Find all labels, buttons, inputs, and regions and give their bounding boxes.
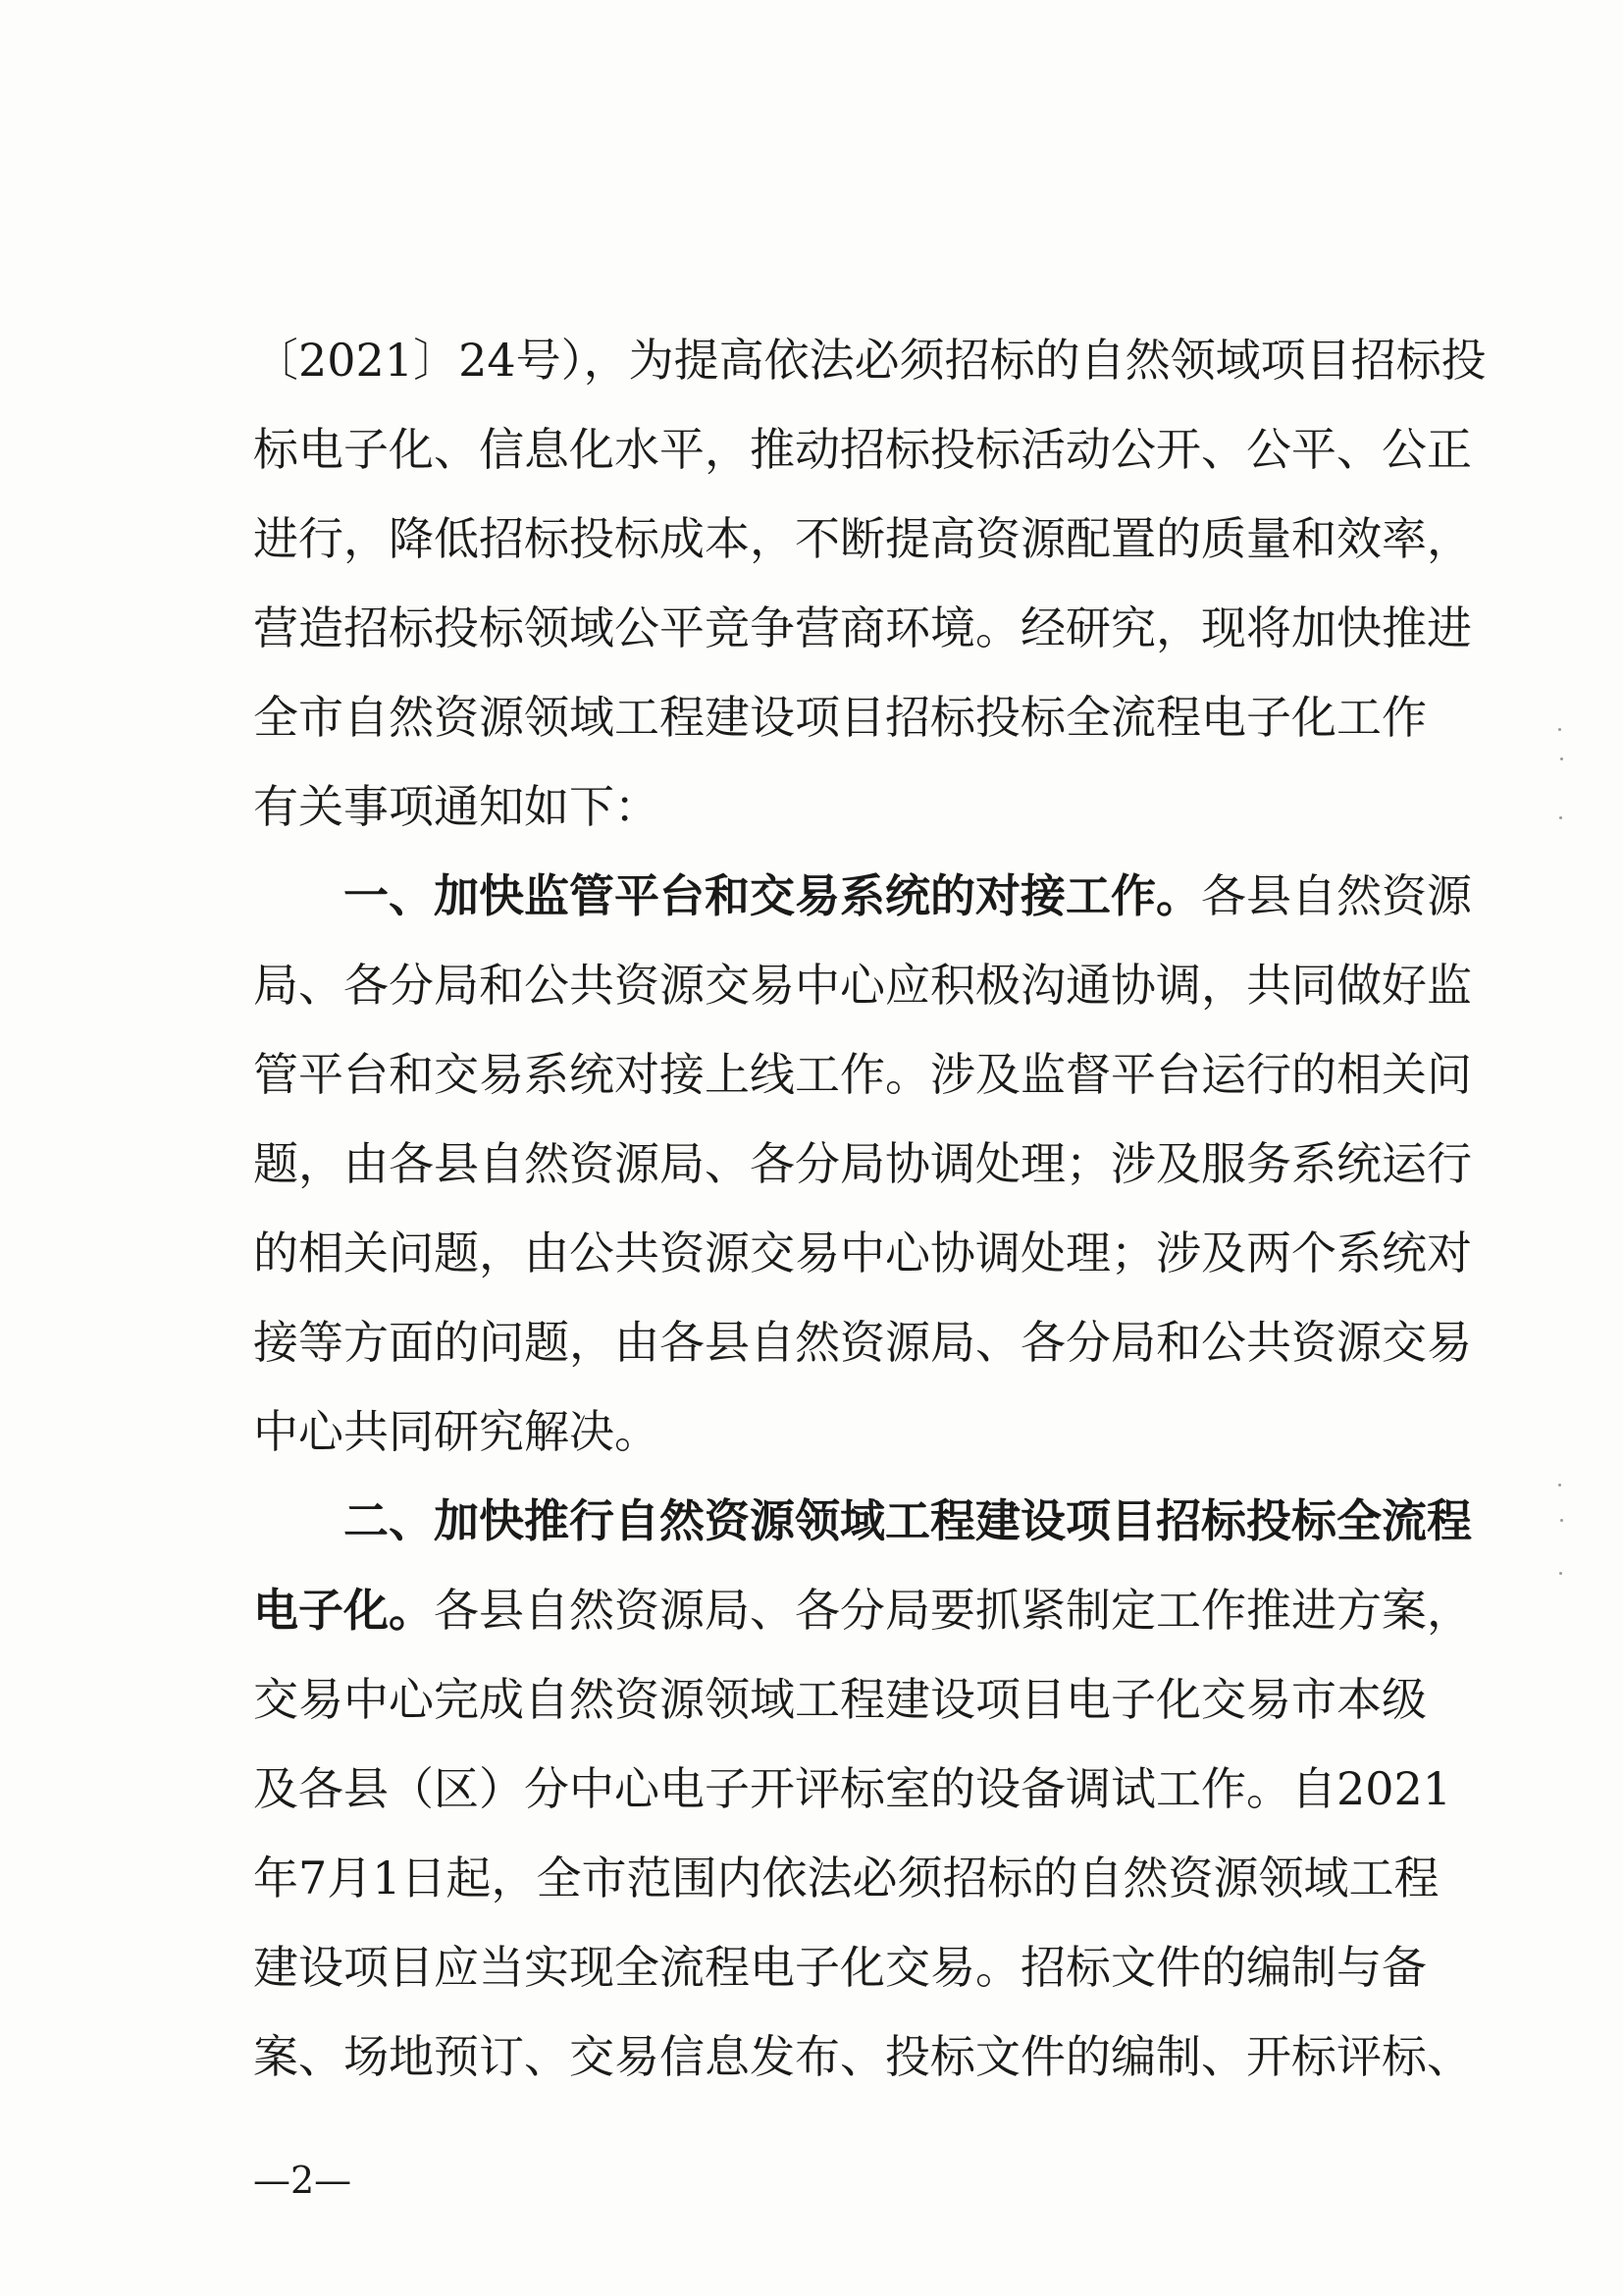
text-line: 进行，降低招标投标成本，不断提高资源配置的质量和效率， [253, 512, 1472, 565]
text-line: 交易中心完成自然资源领域工程建设项目电子化交易市本级 [253, 1673, 1427, 1726]
text-line: 〔2021〕24号），为提高依法必须招标的自然领域项目招标投 [253, 334, 1487, 387]
scan-mark [1559, 816, 1562, 819]
scan-mark [1559, 1572, 1562, 1575]
scan-mark [1558, 1484, 1561, 1487]
text-line: 管平台和交易系统对接上线工作。涉及监督平台运行的相关问 [253, 1048, 1472, 1101]
section-2-heading: 二、加快推行自然资源领域工程建设项目招标投标全流程 [343, 1494, 1472, 1547]
text-line: 全市自然资源领域工程建设项目招标投标全流程电子化工作 [253, 691, 1427, 744]
text-line: 的相关问题，由公共资源交易中心协调处理；涉及两个系统对 [253, 1226, 1472, 1279]
document-body [253, 316, 1487, 2102]
text-line: 及各县（区）分中心电子开评标室的设备调试工作。自2021 [253, 1762, 1452, 1815]
scan-mark [1558, 728, 1561, 731]
text-line: 局、各分局和公共资源交易中心应积极沟通协调，共同做好监 [253, 959, 1472, 1012]
text-line: 有关事项通知如下： [253, 780, 659, 833]
text-line: 标电子化、信息化水平，推动招标投标活动公开、公平、公正 [253, 423, 1472, 476]
text-line: 接等方面的问题，由各县自然资源局、各分局和公共资源交易 [253, 1316, 1472, 1369]
text-line: 年7月1日起，全市范围内依法必须招标的自然资源领域工程 [253, 1852, 1440, 1905]
text-line: 案、场地预订、交易信息发布、投标文件的编制、开标评标、 [253, 2030, 1472, 2083]
section-2-second-line [253, 1566, 1472, 1655]
scan-mark [1560, 1519, 1563, 1522]
text-line: 建设项目应当实现全流程电子化交易。招标文件的编制与备 [253, 1941, 1427, 1994]
section-1-first-line [253, 852, 1472, 941]
text-line: 题，由各县自然资源局、各分局协调处理；涉及服务系统运行 [253, 1137, 1472, 1190]
section-1-heading: 一、加快监管平台和交易系统的对接工作。 [343, 869, 1201, 922]
scan-mark [1560, 757, 1563, 760]
page-number: —2— [253, 2159, 352, 2202]
section-2-text: 各县自然资源局、各分局要抓紧制定工作推进方案， [434, 1584, 1472, 1637]
section-2-heading-end: 电子化。 [253, 1584, 434, 1637]
text-line: 营造招标投标领域公平竞争营商环境。经研究，现将加快推进 [253, 601, 1472, 654]
text-line: 中心共同研究解决。 [253, 1405, 659, 1458]
section-1-text: 各县自然资源 [1201, 869, 1472, 922]
